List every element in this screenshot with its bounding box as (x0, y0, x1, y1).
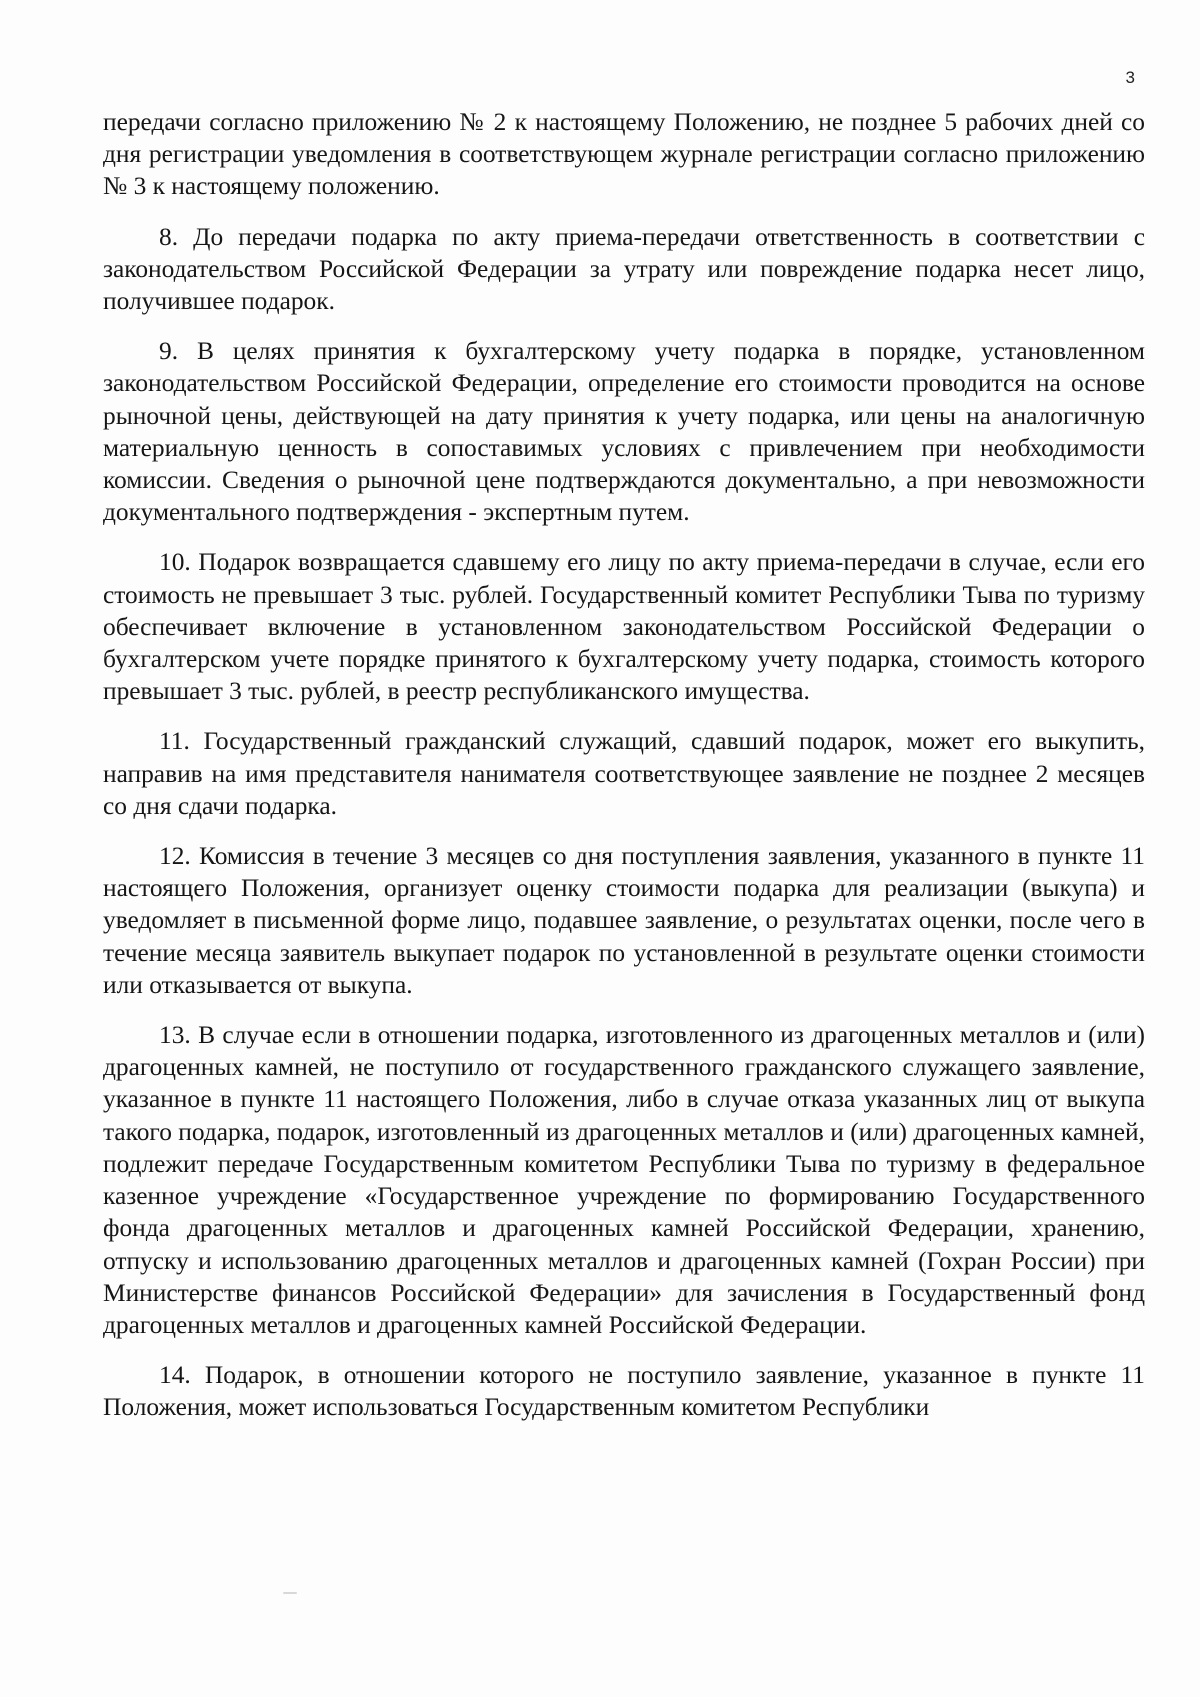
paragraph-item-14: 14. Подарок, в отношении которого не поступило заявление, указанное в пункте 11 Положения, может использоваться Государственным комитетом Республики (103, 1361, 1145, 1422)
paragraph-item-10: 10. Подарок возвращается сдавшему его лицу по акту приема-передачи в случае, если его стоимость не превышает 3 тыс. рублей. Государственный комитет Республики Тыва по туризму обеспечивает включение в установленном законодательством Российской Федерации о бухгалтерском учете порядке принятого к бухгалтерскому учету подарка, стоимость которого превышает 3 тыс. рублей, в реестр республиканского имущества. (103, 548, 1145, 706)
page-number: 3 (1125, 68, 1135, 87)
paragraph-item-11: 11. Государственный гражданский служащий, сдавший подарок, может его выкупить, направив на имя представителя нанимателя соответствующее заявление не позднее 2 месяцев со дня сдачи подарка. (103, 727, 1145, 820)
paragraph-item-13: 13. В случае если в отношении подарка, изготовленного из драгоценных металлов и (или) драгоценных камней, не поступило от государственного гражданского служащего заявление, указанное в пункте 11 настоящего Положения, либо в случае отказа указанных лиц от выкупа такого подарка, подарок, изготовленный из драгоценных металлов и (или) драгоценных камней, подлежит передаче Государственным комитетом Республики Тыва по туризму в федеральное казенное учреждение «Государственное учреждение по формированию Государственного фонда драгоценных металлов и драгоценных камней Российской Федерации, хранению, отпуску и использованию драгоценных металлов и драгоценных камней (Гохран России) при Министерстве финансов Российской Федерации» для зачисления в Государственный фонд драгоценных металлов и драгоценных камней Российской Федерации. (103, 1021, 1145, 1339)
paragraph-continuation: передачи согласно приложению № 2 к настоящему Положению, не позднее 5 рабочих дней со дня регистрации уведомления в соответствующем журнале регистрации согласно приложению № 3 к настоящему положению. (103, 108, 1145, 201)
paragraph-item-8: 8. До передачи подарка по акту приема-передачи ответственность в соответствии с законодательством Российской Федерации за утрату или повреждение подарка несет лицо, получившее подарок. (103, 222, 1145, 316)
scan-artifact (283, 1592, 297, 1594)
document-body (103, 106, 1145, 1442)
paragraph-item-12: 12. Комиссия в течение 3 месяцев со дня поступления заявления, указанного в пункте 11 настоящего Положения, организует оценку стоимости подарка для реализации (выкупа) и уведомляет в письменной форме лицо, подавшее заявление, о результатах оценки, после чего в течение месяца заявитель выкупает подарок по установленной в результате оценки стоимости или отказывается от выкупа. (103, 842, 1145, 999)
paragraph-item-9: 9. В целях принятия к бухгалтерскому учету подарка в порядке, установленном законодательством Российской Федерации, определение его стоимости проводится на основе рыночной цены, действующей на дату принятия к учету подарка, или цены на аналогичную материальную ценность в сопоставимых условиях с привлечением при необходимости комиссии. Сведения о рыночной цене подтверждаются документально, а при невозможности документального подтверждения - экспертным путем. (103, 337, 1145, 527)
